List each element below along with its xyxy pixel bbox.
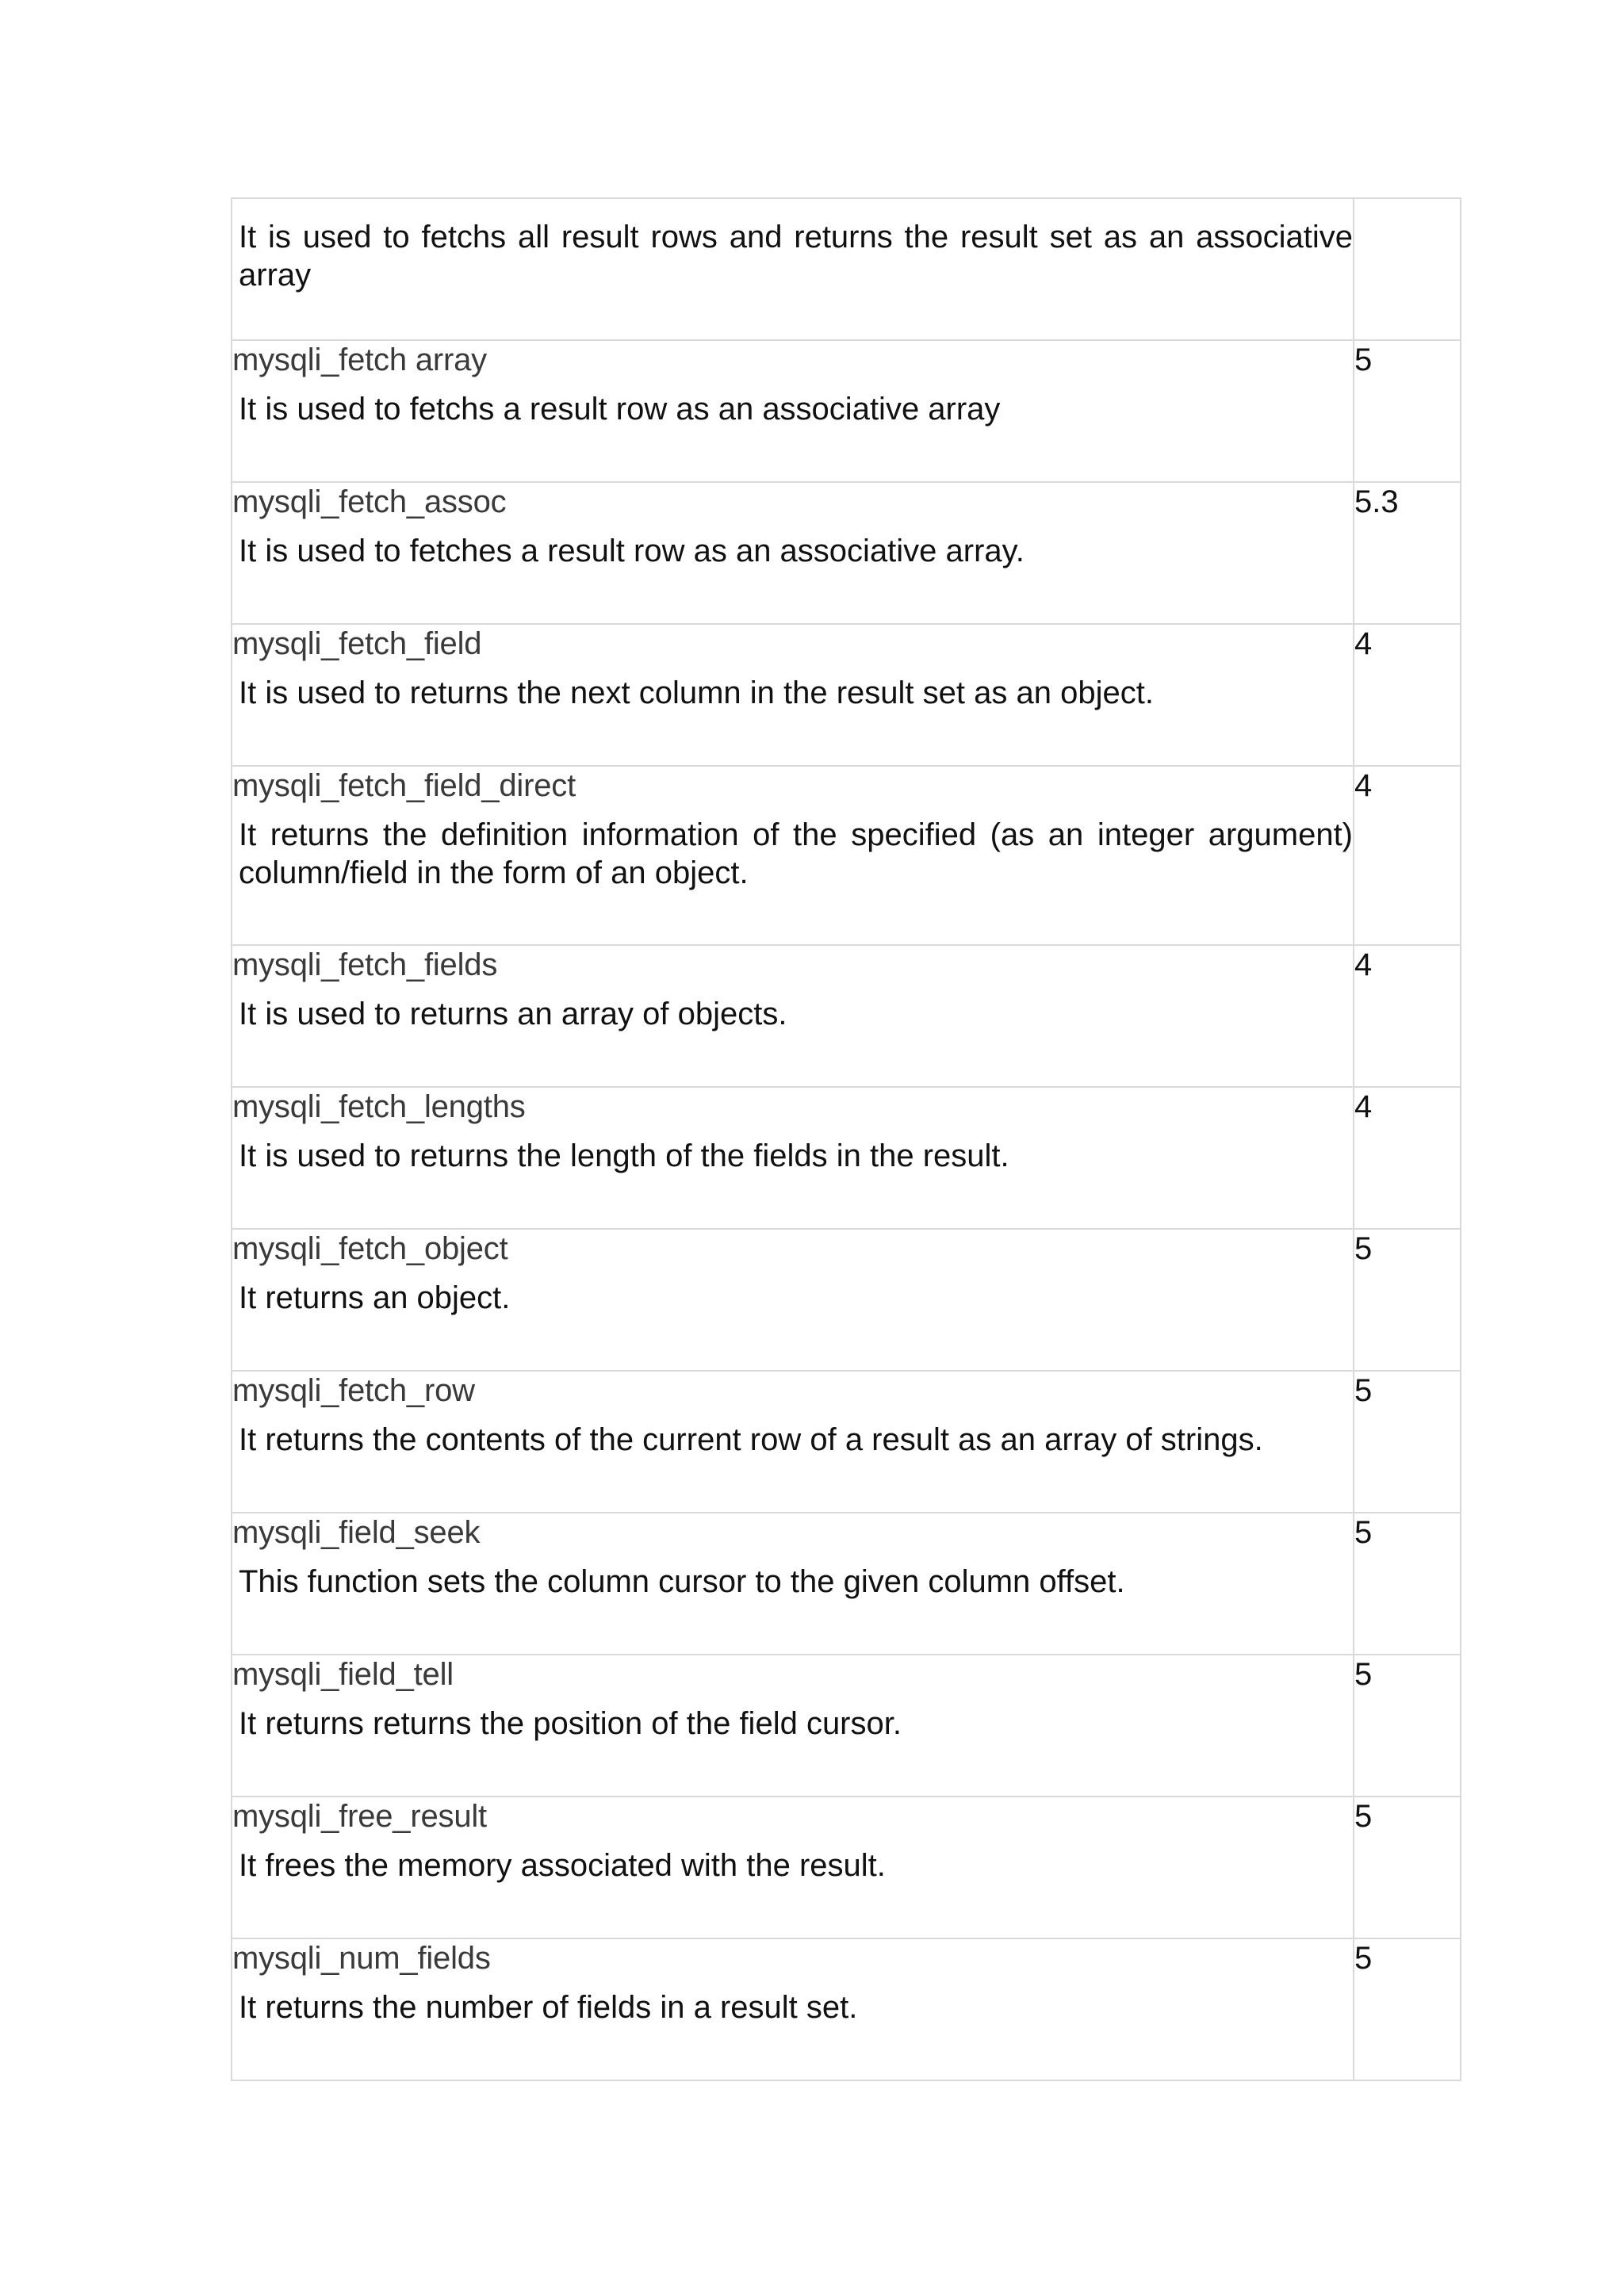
version-cell: 4: [1354, 1087, 1461, 1229]
version-cell: 4: [1354, 766, 1461, 945]
description-cell: [232, 624, 1354, 766]
description-cell: [232, 1655, 1354, 1797]
description-cell: [232, 1229, 1354, 1371]
version-cell: 5: [1354, 1229, 1461, 1371]
version-cell: 5: [1354, 1938, 1461, 2080]
version-cell: 5.3: [1354, 482, 1461, 624]
function-description: It returns the number of fields in a result set.: [239, 1990, 858, 2025]
description-cell: [232, 1371, 1354, 1513]
description-cell: [232, 1513, 1354, 1655]
function-description: It is used to fetchs a result row as an associative array: [239, 392, 1001, 427]
description-cell: [232, 1938, 1354, 2080]
function-table: [231, 197, 1461, 2081]
table-row: [232, 482, 1461, 624]
function-name: mysqli_free_result: [232, 1799, 487, 1834]
function-name: mysqli_fetch array: [232, 342, 487, 377]
description-cell: [232, 945, 1354, 1087]
table-row: [232, 766, 1461, 945]
function-description: It returns returns the position of the field cursor.: [239, 1706, 902, 1741]
table-row: [232, 1229, 1461, 1371]
description-cell: [232, 1087, 1354, 1229]
version-cell: 4: [1354, 624, 1461, 766]
function-description: This function sets the column cursor to the given column offset.: [239, 1564, 1125, 1599]
function-description: It is used to returns the next column in the result set as an object.: [239, 675, 1154, 710]
table-row: [232, 1797, 1461, 1938]
function-description: It is used to returns an array of objects.: [239, 997, 787, 1031]
version-cell: 5: [1354, 1371, 1461, 1513]
table-row: [232, 624, 1461, 766]
table-row: [232, 340, 1461, 482]
function-name: mysqli_fetch_field_direct: [232, 768, 576, 803]
description-cell: [232, 1797, 1354, 1938]
function-name: mysqli_fetch_assoc: [232, 484, 507, 519]
function-name: mysqli_fetch_row: [232, 1373, 475, 1408]
version-cell: 5: [1354, 1797, 1461, 1938]
version-cell: [1354, 198, 1461, 340]
function-description: It returns an object.: [239, 1280, 511, 1315]
table-row: [232, 1655, 1461, 1797]
table-row: [232, 1087, 1461, 1229]
table-row: [232, 198, 1461, 340]
table-row: [232, 1938, 1461, 2080]
table-row: [232, 1371, 1461, 1513]
function-name: mysqli_field_seek: [232, 1515, 481, 1550]
table-row: [232, 945, 1461, 1087]
function-name: mysqli_fetch_lengths: [232, 1089, 526, 1124]
table-row: [232, 1513, 1461, 1655]
function-name: mysqli_fetch_field: [232, 626, 482, 661]
function-description: It returns the contents of the current row of a result as an array of strings.: [239, 1422, 1263, 1457]
function-name: mysqli_fetch_object: [232, 1231, 508, 1266]
version-cell: 5: [1354, 1655, 1461, 1797]
description-cell: [232, 198, 1354, 340]
function-description: It returns the definition information of the specified (as an integer argument) column/field in the form of an object.: [239, 817, 1353, 890]
description-cell: [232, 482, 1354, 624]
function-description: It frees the memory associated with the result.: [239, 1848, 886, 1883]
function-description: It is used to fetches a result row as an associative array.: [239, 534, 1025, 568]
function-description: It is used to returns the length of the fields in the result.: [239, 1138, 1009, 1173]
description-cell: [232, 340, 1354, 482]
version-cell: 5: [1354, 1513, 1461, 1655]
description-cell: [232, 766, 1354, 945]
version-cell: 5: [1354, 340, 1461, 482]
function-name: mysqli_field_tell: [232, 1657, 454, 1692]
function-description: It is used to fetchs all result rows and returns the result set as an associative array: [239, 220, 1353, 293]
version-cell: 4: [1354, 945, 1461, 1087]
function-name: mysqli_fetch_fields: [232, 947, 498, 982]
function-name: mysqli_num_fields: [232, 1941, 491, 1976]
